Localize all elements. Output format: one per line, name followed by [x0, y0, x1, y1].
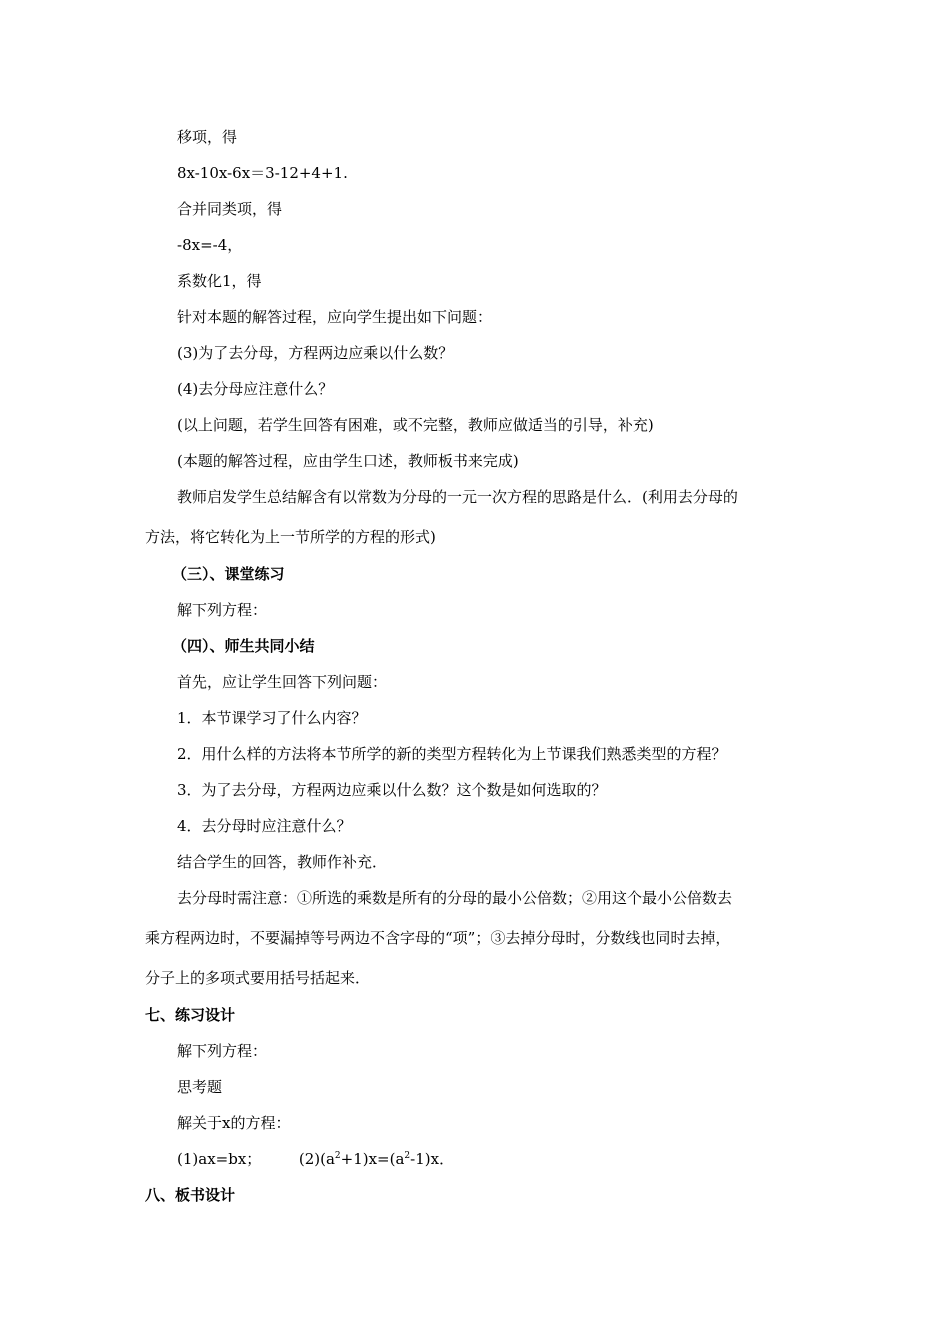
text-line: 乘方程两边时，不要漏掉等号两边不含字母的“项”；③去掉分母时，分数线也同时去掉， — [145, 929, 731, 947]
section-heading: （三）、课堂练习 — [172, 565, 285, 583]
section-heading: （四）、师生共同小结 — [172, 637, 315, 655]
list-item: 4．去分母时应注意什么？ — [177, 817, 352, 835]
text-line: 结合学生的回答，教师作补充． — [177, 853, 388, 871]
text-line: 去分母时需注意：①所选的乘数是所有的分母的最小公倍数；②用这个最小公倍数去 — [177, 889, 733, 907]
equation-1: (1)ax=bx； — [177, 1150, 262, 1168]
text-line: 移项，得 — [177, 128, 238, 146]
question-line: (3)为了去分母，方程两边应乘以什么数？ — [177, 344, 454, 362]
text-line: 方法，将它转化为上一节所学的方程的形式) — [145, 528, 436, 546]
text-line: 解下列方程： — [177, 601, 268, 619]
text-line: 解下列方程： — [177, 1042, 268, 1060]
section-heading: 八、板书设计 — [145, 1186, 236, 1204]
note-line: (以上问题，若学生回答有困难，或不完整，教师应做适当的引导，补充) — [177, 416, 654, 434]
equation-2: $(2)(a^2+1)x=(a^2-1)x$． — [298, 1150, 455, 1168]
question-line: (4)去分母应注意什么？ — [177, 380, 334, 398]
text-line: 合并同类项，得 — [177, 200, 283, 218]
list-item: 2．用什么样的方法将本节所学的新的类型方程转化为上节课我们熟悉类型的方程？ — [177, 745, 727, 763]
equation-line: -8x=-4， — [177, 236, 243, 254]
text-line: 系数化1，得 — [177, 272, 262, 290]
list-item: 3．为了去分母，方程两边应乘以什么数？这个数是如何选取的？ — [177, 781, 607, 799]
list-item: 1．本节课学习了什么内容？ — [177, 709, 367, 727]
section-heading: 七、练习设计 — [145, 1006, 236, 1024]
text-line: 分子上的多项式要用括号括起来． — [145, 969, 371, 987]
text-line: 思考题 — [177, 1078, 223, 1096]
text-line: 教师启发学生总结解含有以常数为分母的一元一次方程的思路是什么．(利用去分母的 — [177, 488, 738, 506]
equation-row — [177, 1149, 454, 1169]
text-line: 解关于x的方程： — [177, 1114, 291, 1132]
note-line: (本题的解答过程，应由学生口述，教师板书来完成) — [177, 452, 519, 470]
text-line: 首先，应让学生回答下列问题： — [177, 673, 388, 691]
text-line: 针对本题的解答过程，应向学生提出如下问题： — [177, 308, 493, 326]
equation-line: 8x-10x-6x＝3-12+4+1. — [177, 164, 348, 182]
